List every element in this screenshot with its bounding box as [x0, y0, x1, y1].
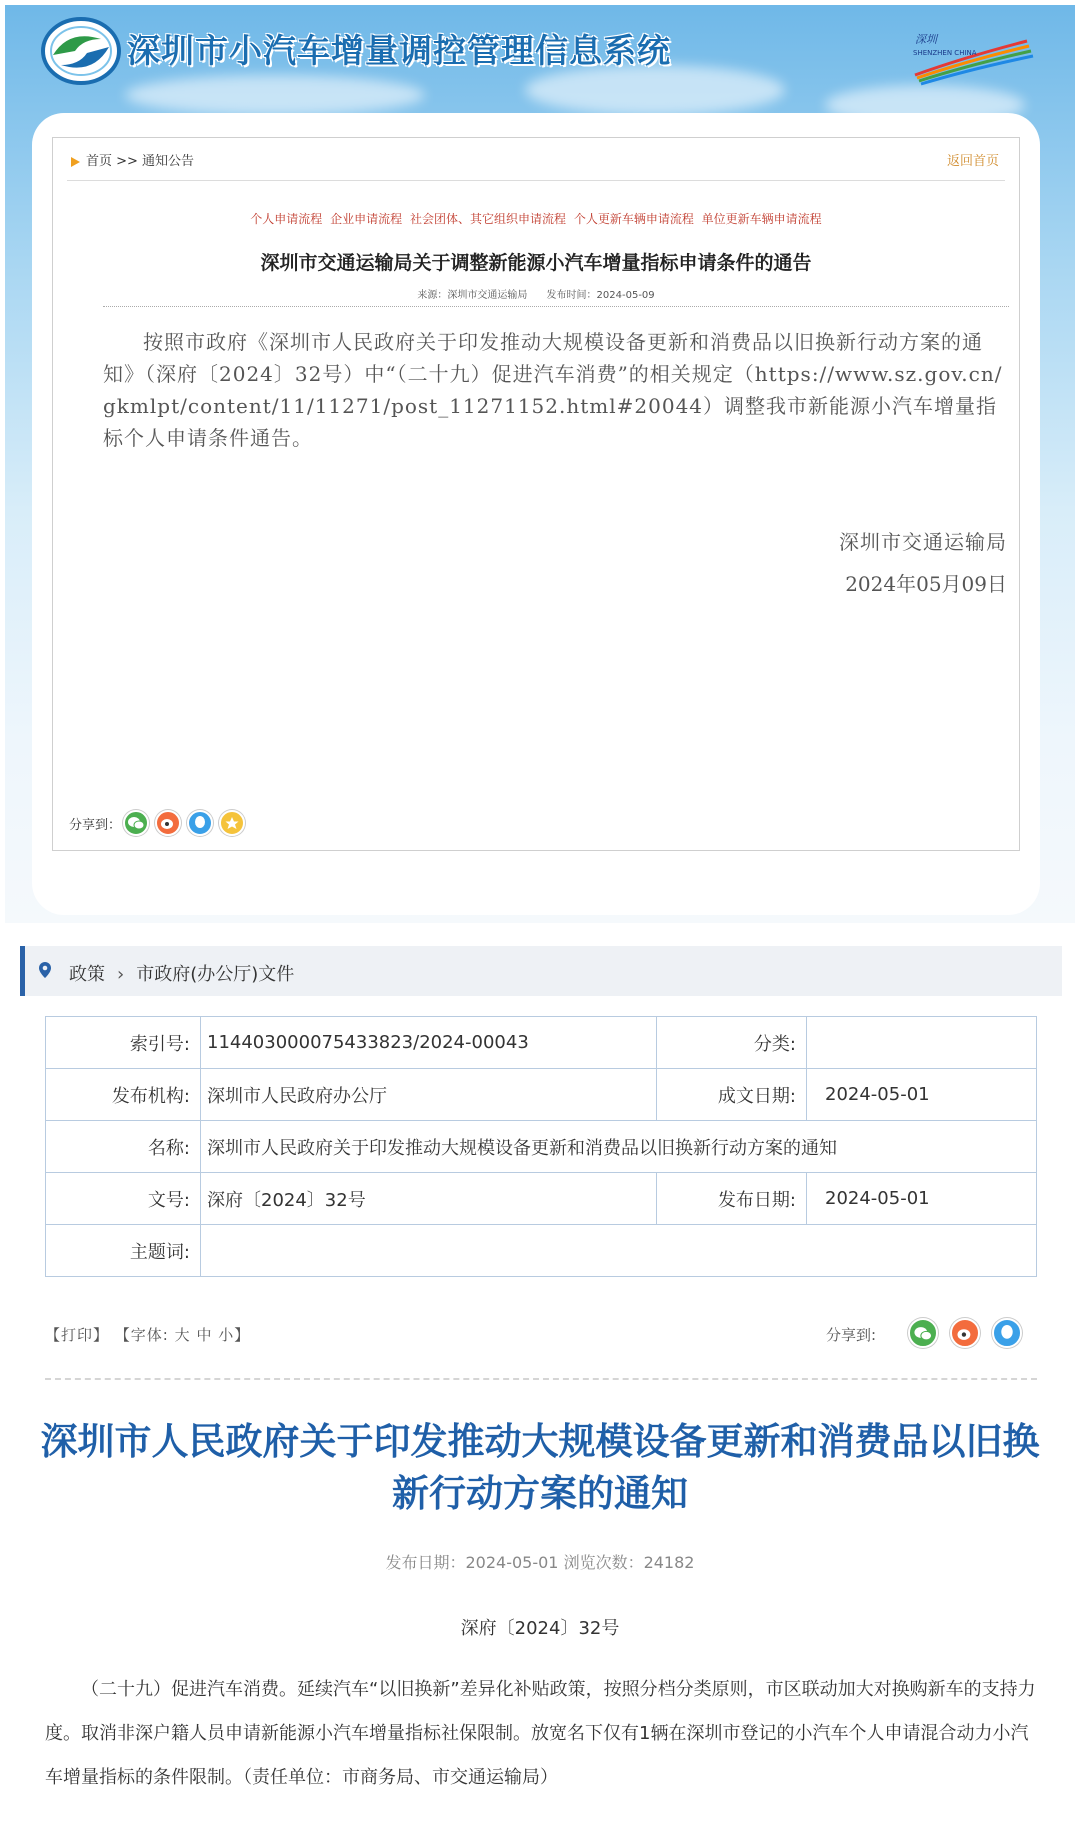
- logo-icon: [39, 15, 123, 87]
- signature-org: 深圳市交通运输局: [839, 530, 1007, 554]
- qq-icon[interactable]: [187, 810, 213, 836]
- weibo-icon[interactable]: [155, 810, 181, 836]
- page-tools: [45, 1324, 250, 1345]
- document-body: （二十九）促进汽车消费。延续汽车“以旧换新”差异化补贴政策，按照分档分类原则，市区联动加大对换购新车的支持力度。取消非深户籍人员申请新能源小汽车增量指标社保限制。放宽名下仅有1辆在深圳市登记的小汽车个人申请混合动力小汽车增量指标的条件限制。（责任单位：市商务局、市交通运输局）: [45, 1679, 1036, 1788]
- document-meta: 发布日期：2024-05-01 浏览次数：24182: [385, 1553, 695, 1572]
- star-icon[interactable]: [219, 810, 245, 836]
- divider: [45, 1378, 1037, 1380]
- back-home-link[interactable]: 返回首页: [946, 154, 999, 169]
- qq-icon[interactable]: [992, 1318, 1022, 1348]
- category-value: [807, 1017, 1037, 1069]
- table-row: [46, 1069, 1037, 1121]
- notice-frame: [52, 137, 1020, 851]
- share-label: 分享到:: [826, 1326, 877, 1344]
- created-date-value: 2024-05-01: [807, 1069, 1037, 1121]
- document-title: 深圳市人民政府关于印发推动大规模设备更新和消费品以旧换新行动方案的通知: [40, 1420, 1040, 1515]
- policy-page: [0, 928, 1080, 1826]
- table-row: [46, 1225, 1037, 1277]
- policy-breadcrumb: [20, 946, 1062, 996]
- breadcrumb-policy[interactable]: 政策: [69, 964, 105, 985]
- shenzhen-logo: [905, 27, 1035, 87]
- table-row: [46, 1121, 1037, 1173]
- share-label: 分享到：: [69, 818, 122, 833]
- font-large-button[interactable]: 大: [174, 1326, 191, 1344]
- link-organization-process[interactable]: 社会团体、其它组织申请流程: [409, 212, 566, 226]
- created-date-label: 成文日期:: [657, 1069, 807, 1121]
- link-personal-renewal[interactable]: 个人更新车辆申请流程: [573, 212, 694, 226]
- issuer-label: 发布机构:: [46, 1069, 201, 1121]
- wechat-icon[interactable]: [123, 810, 149, 836]
- wechat-icon[interactable]: [908, 1318, 938, 1348]
- keywords-label: 主题词:: [46, 1225, 201, 1277]
- link-enterprise-process[interactable]: 企业申请流程: [330, 212, 403, 226]
- notice-card: [32, 113, 1040, 915]
- document-info-table: [45, 1016, 1037, 1277]
- notice-title: 深圳市交通运输局关于调整新能源小汽车增量指标申请条件的通告: [260, 252, 812, 274]
- notice-meta: [53, 286, 1019, 301]
- font-small-button[interactable]: 小】: [218, 1326, 251, 1344]
- weibo-icon[interactable]: [950, 1318, 980, 1348]
- divider: [67, 180, 1005, 181]
- breadcrumb-text[interactable]: 首页 >> 通知公告: [86, 154, 195, 169]
- table-row: [46, 1017, 1037, 1069]
- notice-publish-time: 发布时间：2024-05-09: [546, 290, 655, 301]
- link-unit-renewal[interactable]: 单位更新车辆申请流程: [701, 212, 822, 226]
- document-number: 深府〔2024〕32号: [460, 1618, 620, 1639]
- published-date-value: 2024-05-01: [807, 1173, 1037, 1225]
- font-medium-button[interactable]: 中: [196, 1326, 213, 1344]
- shenzhen-logo-cn: 深圳: [915, 33, 937, 46]
- breadcrumb-gov-docs[interactable]: 市政府(办公厅)文件: [136, 964, 295, 985]
- published-date-label: 发布日期:: [657, 1173, 807, 1225]
- index-value: 114403000075433823/2024-00043: [201, 1017, 657, 1069]
- chevron-right-icon: ›: [117, 964, 125, 985]
- notice-screenshot: [5, 5, 1075, 923]
- issuer-value: 深圳市人民政府办公厅: [201, 1069, 657, 1121]
- category-label: 分类:: [657, 1017, 807, 1069]
- name-label: 名称:: [46, 1121, 201, 1173]
- divider: [103, 306, 1009, 307]
- location-pin-icon: [39, 962, 51, 978]
- print-button[interactable]: 【打印】: [45, 1326, 110, 1344]
- keywords-value: [201, 1225, 1037, 1277]
- signature-date: 2024年05月09日: [845, 572, 1007, 596]
- notice-body: 按照市政府《深圳市人民政府关于印发推动大规模设备更新和消费品以旧换新行动方案的通知》（深府〔2024〕32号）中“（二十九）促进汽车消费”的相关规定（https://www.sz.gov.cn/gkmlpt/content/11/11271/post_11271152.html#20044）调整我市新能源小汽车增量指标个人申请条件通告。: [103, 330, 1003, 450]
- site-title: 深圳市小汽车增量调控管理信息系统: [127, 31, 671, 70]
- shenzhen-logo-en: SHENZHEN CHINA: [913, 49, 977, 57]
- table-row: [46, 1173, 1037, 1225]
- process-links: [53, 210, 1019, 227]
- doc-number-value: 深府〔2024〕32号: [201, 1173, 657, 1225]
- breadcrumb: [71, 150, 194, 169]
- notice-source: 来源：深圳市交通运输局: [417, 290, 528, 301]
- link-personal-process[interactable]: 个人申请流程: [250, 212, 323, 226]
- name-value: 深圳市人民政府关于印发推动大规模设备更新和消费品以旧换新行动方案的通知: [201, 1121, 1037, 1173]
- font-size-label: 【字体:: [114, 1326, 169, 1344]
- arrow-icon: [71, 157, 80, 167]
- index-label: 索引号:: [46, 1017, 201, 1069]
- doc-number-label: 文号:: [46, 1173, 201, 1225]
